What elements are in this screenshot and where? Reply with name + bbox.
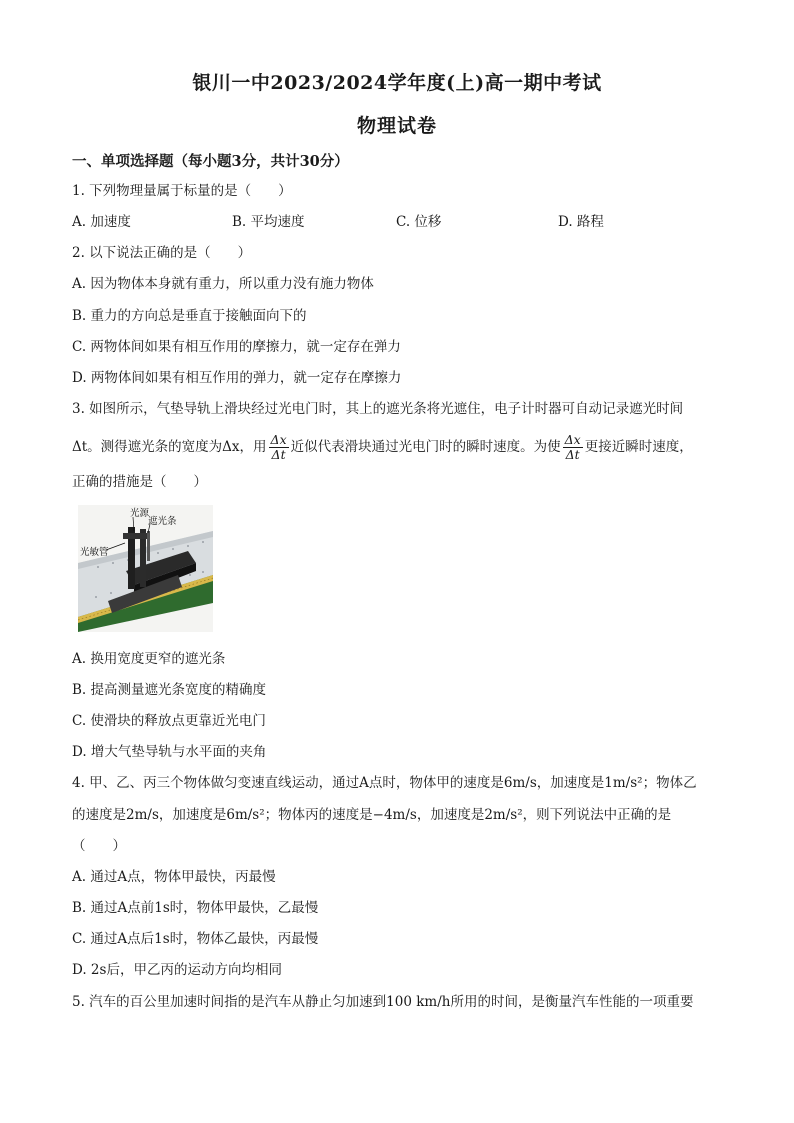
exam-title: 银川一中2023/2024学年度(上)高一期中考试 [192,72,602,94]
q3-option-c: C. 使滑块的释放点更靠近光电门 [72,713,266,729]
q2-option-d: D. 两物体间如果有相互作用的弹力，就一定存在摩擦力 [72,370,402,386]
q3-option-d: D. 增大气垫导轨与水平面的夹角 [72,744,267,760]
q1-stem: 1. 下列物理量属于标量的是（ ） [72,183,292,199]
q3-stem-line2-c: 更接近瞬时速度， [584,439,693,455]
q3-stem-line1: 3. 如图所示，气垫导轨上滑块经过光电门时，其上的遮光条将光遮住，电子计时器可自动记录遮光时间 [72,401,684,417]
fraction-dx-dt [563,433,583,462]
section-heading: 一、单项选择题（每小题3分，共计30分） [72,153,349,170]
q3-stem-line2-a: Δt。测得遮光条的宽度为Δx，用 [72,439,267,455]
q1-option-d: D. 路程 [558,214,604,230]
q4-stem-line3: （ ） [72,838,126,854]
fraction-denominator: Δt [565,447,580,462]
q4-stem-line1: 4. 甲、乙、丙三个物体做匀变速直线运动，通过A点时，物体甲的速度是6m/s，加速度是1m/s²；物体乙 [72,775,697,791]
fraction-numerator: Δx [564,432,581,447]
q3-stem-line3: 正确的措施是（ ） [72,474,207,490]
q2-option-a: A. 因为物体本身就有重力，所以重力没有施力物体 [72,276,374,292]
fraction-dx-dt [269,433,289,462]
q4-option-c: C. 通过A点后1s时，物体乙最快，丙最慢 [72,931,319,947]
q3-option-b: B. 提高测量遮光条宽度的精确度 [72,682,267,698]
q3-option-a: A. 换用宽度更窄的遮光条 [72,651,226,667]
q2-stem: 2. 以下说法正确的是（ ） [72,245,252,261]
fraction-denominator: Δt [271,447,286,462]
q4-option-d: D. 2s后，甲乙丙的运动方向均相同 [72,962,282,978]
figure-label-light-source: 光源 [130,508,150,519]
q2-option-b: B. 重力的方向总是垂直于接触面向下的 [72,308,307,324]
air-track-photogate-figure [78,505,213,632]
q3-stem-line2 [72,430,693,464]
q3-stem-line2-b: 近似代表滑块通过光电门时的瞬时速度。为使 [290,439,561,455]
figure-label-shading-strip: 遮光条 [148,516,177,527]
fraction-numerator: Δx [270,432,287,447]
q1-option-b: B. 平均速度 [232,214,305,230]
q1-option-a: A. 加速度 [72,214,131,230]
figure-label-photosensor: 光敏管 [80,547,109,558]
q5-stem-line1: 5. 汽车的百公里加速时间指的是汽车从静止匀加速到100 km/h所用的时间，是衡量汽车性能的一项重要 [72,994,694,1010]
q4-option-a: A. 通过A点，物体甲最快，丙最慢 [72,869,276,885]
q4-stem-line2: 的速度是2m/s，加速度是6m/s²；物体丙的速度是−4m/s，加速度是2m/s²，则下列说法中正确的是 [72,807,672,823]
q2-option-c: C. 两物体间如果有相互作用的摩擦力，就一定存在弹力 [72,339,401,355]
q4-option-b: B. 通过A点前1s时，物体甲最快，乙最慢 [72,900,319,916]
q1-option-c: C. 位移 [396,214,442,230]
exam-subtitle: 物理试卷 [356,115,437,137]
